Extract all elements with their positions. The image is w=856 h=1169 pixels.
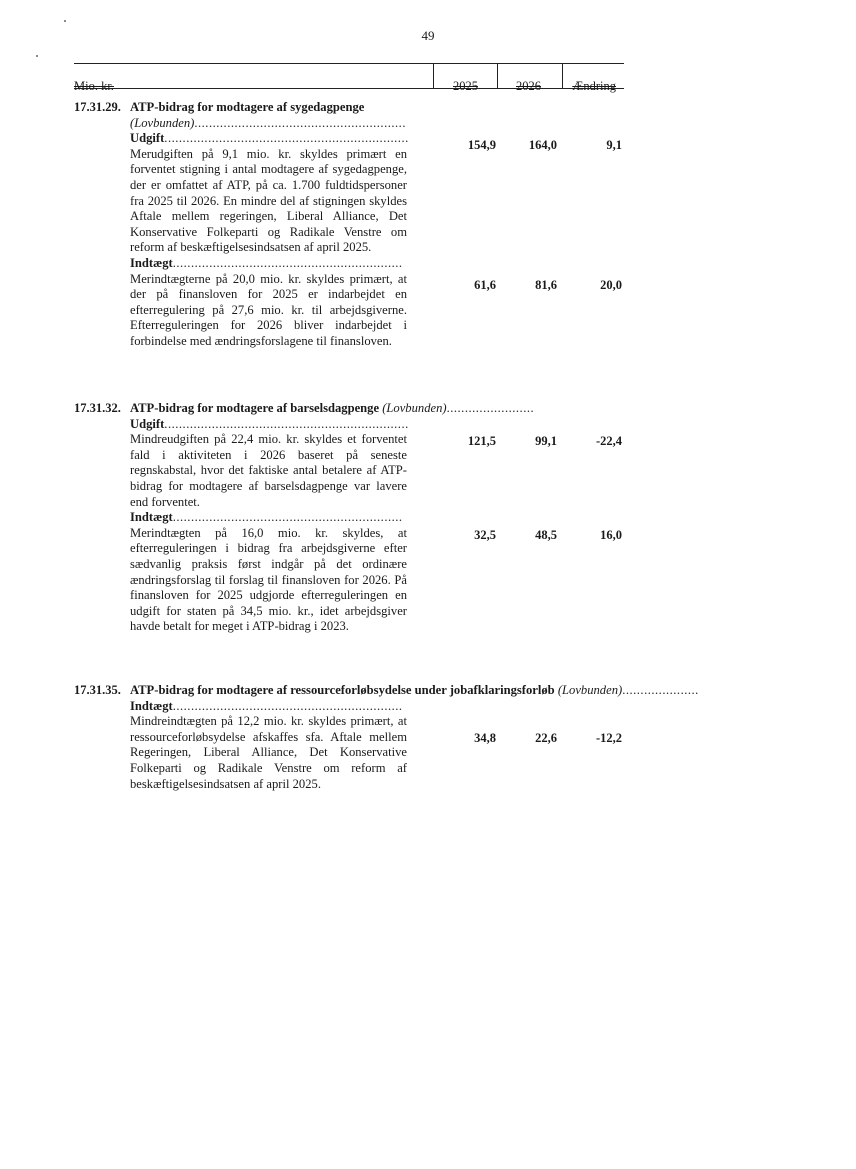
value-2026: 81,6 xyxy=(535,278,557,292)
section-law-line: (Lovbunden).......................................................... xyxy=(130,115,406,130)
scan-speck xyxy=(64,20,66,22)
header-unit: Mio. kr. xyxy=(74,79,114,93)
value-2026: 22,6 xyxy=(535,731,557,745)
scan-speck xyxy=(36,55,38,57)
section-number: 17.31.32. xyxy=(74,401,121,415)
row-label: Udgift xyxy=(130,131,165,146)
row-label-line: Indtægt............................................................... xyxy=(130,255,403,270)
value-change: -22,4 xyxy=(595,434,622,448)
section-title: ATP-bidrag for modtagere af barselsdagpenge (Lovbunden)........................ xyxy=(130,401,535,415)
value-change: 20,0 xyxy=(600,278,622,292)
section-number: 17.31.29. xyxy=(74,100,121,114)
law-status: (Lovbunden) xyxy=(557,683,623,697)
table-top-rule xyxy=(74,63,624,64)
header-col-2026: 2026 xyxy=(516,79,541,93)
value-2025: 154,9 xyxy=(467,138,496,152)
section-title: ATP-bidrag for modtagere af ressourceforløbsydelse under jobafklaringsforløb (Lovbunden)..................... xyxy=(130,683,699,697)
row-label: Indtægt xyxy=(130,698,173,713)
row-explanation: Merindtægterne på 20,0 mio. kr. skyldes primært, at der på finansloven for 2025 er indarbejdet en efterregulering på 27,6 mio. kr. til arbejdsgiverne. Efterreguleringen for 2026 bliver indarbejdet i forbindelse med ændringsforslagene til finansloven. xyxy=(130,271,407,348)
row-label: Udgift xyxy=(130,416,165,431)
value-change: 16,0 xyxy=(600,528,622,542)
row-label-line: Indtægt............................................................... xyxy=(130,510,403,525)
value-change: 9,1 xyxy=(606,138,622,152)
row-label: Indtægt xyxy=(130,510,173,525)
value-2025: 61,6 xyxy=(474,278,496,292)
header-col-2025: 2025 xyxy=(453,79,478,93)
row-label: Indtægt xyxy=(130,255,173,270)
value-2026: 99,1 xyxy=(535,434,557,448)
row-label-line: Udgift................................................................... xyxy=(130,416,409,431)
row-explanation: Mindreindtægten på 12,2 mio. kr. skyldes primært, at ressourceforløbsydelse afskaffes sfa. Aftale mellem Regeringen, Liberal Alliance, Det Konservative Folkeparti og Radikale Venstre om reform af beskæftigelsesindsatsen af april 2025. xyxy=(130,714,407,791)
row-label-line: Udgift................................................................... xyxy=(130,131,409,146)
section-title-text: ATP-bidrag for modtagere af ressourceforløbsydelse under jobafklaringsforløb xyxy=(130,683,555,697)
column-divider xyxy=(433,63,434,89)
row-explanation: Merudgiften på 9,1 mio. kr. skyldes primært en forventet stigning i antal modtagere af sygedagpenge, der er omfattet af ATP, på ca. 1.700 fuldtidspersoner fra 2025 til 2026. En mindre del af stigningen skyldes Aftale mellem regeringen, Liberal Alliance, Det Konservative Folkeparti og Radikale Venstre om reform af beskæftigelsesindsatsen af april 2025. xyxy=(130,146,407,255)
header-col-change: Ændring xyxy=(572,79,616,93)
value-2026: 48,5 xyxy=(535,528,557,542)
row-explanation: Mindreudgiften på 22,4 mio. kr. skyldes et forventet fald i aktiviteten i 2026 baseret på seneste regnskabstal, hvor det faktiske antal betalere af ATP-bidrag for modtagere af barselsdagpenge var lavere end forventet. xyxy=(130,432,407,509)
column-divider xyxy=(562,63,563,89)
section-block xyxy=(130,100,407,350)
table-header-rule xyxy=(74,88,624,89)
row-label-line: Indtægt............................................................... xyxy=(130,698,403,713)
section-title-text: ATP-bidrag for modtagere af sygedagpenge xyxy=(130,100,365,114)
value-2025: 121,5 xyxy=(467,434,496,448)
page-number: 49 xyxy=(421,28,435,43)
value-2025: 32,5 xyxy=(474,528,496,542)
law-status: (Lovbunden) xyxy=(130,115,195,130)
value-change: -12,2 xyxy=(595,731,622,745)
section-title xyxy=(130,100,407,116)
section-title-text: ATP-bidrag for modtagere af barselsdagpenge xyxy=(130,401,380,415)
law-status: (Lovbunden) xyxy=(382,401,447,415)
row-explanation: Merindtægten på 16,0 mio. kr. skyldes, at efterreguleringen i bidrag fra arbejdsgiverne efter sædvanlig praksis først indgår på det ordinære ændringsforslag til forslag til finansloven for 2026. På finansloven for 2025 udgjorde efterreguleringen en udgift for staten på 34,5 mio. kr., idet arbejdsgiver havde betalt for meget i ATP-bidrag i 2023. xyxy=(130,525,407,634)
value-2026: 164,0 xyxy=(528,138,557,152)
section-number: 17.31.35. xyxy=(74,683,121,697)
value-2025: 34,8 xyxy=(474,731,496,745)
